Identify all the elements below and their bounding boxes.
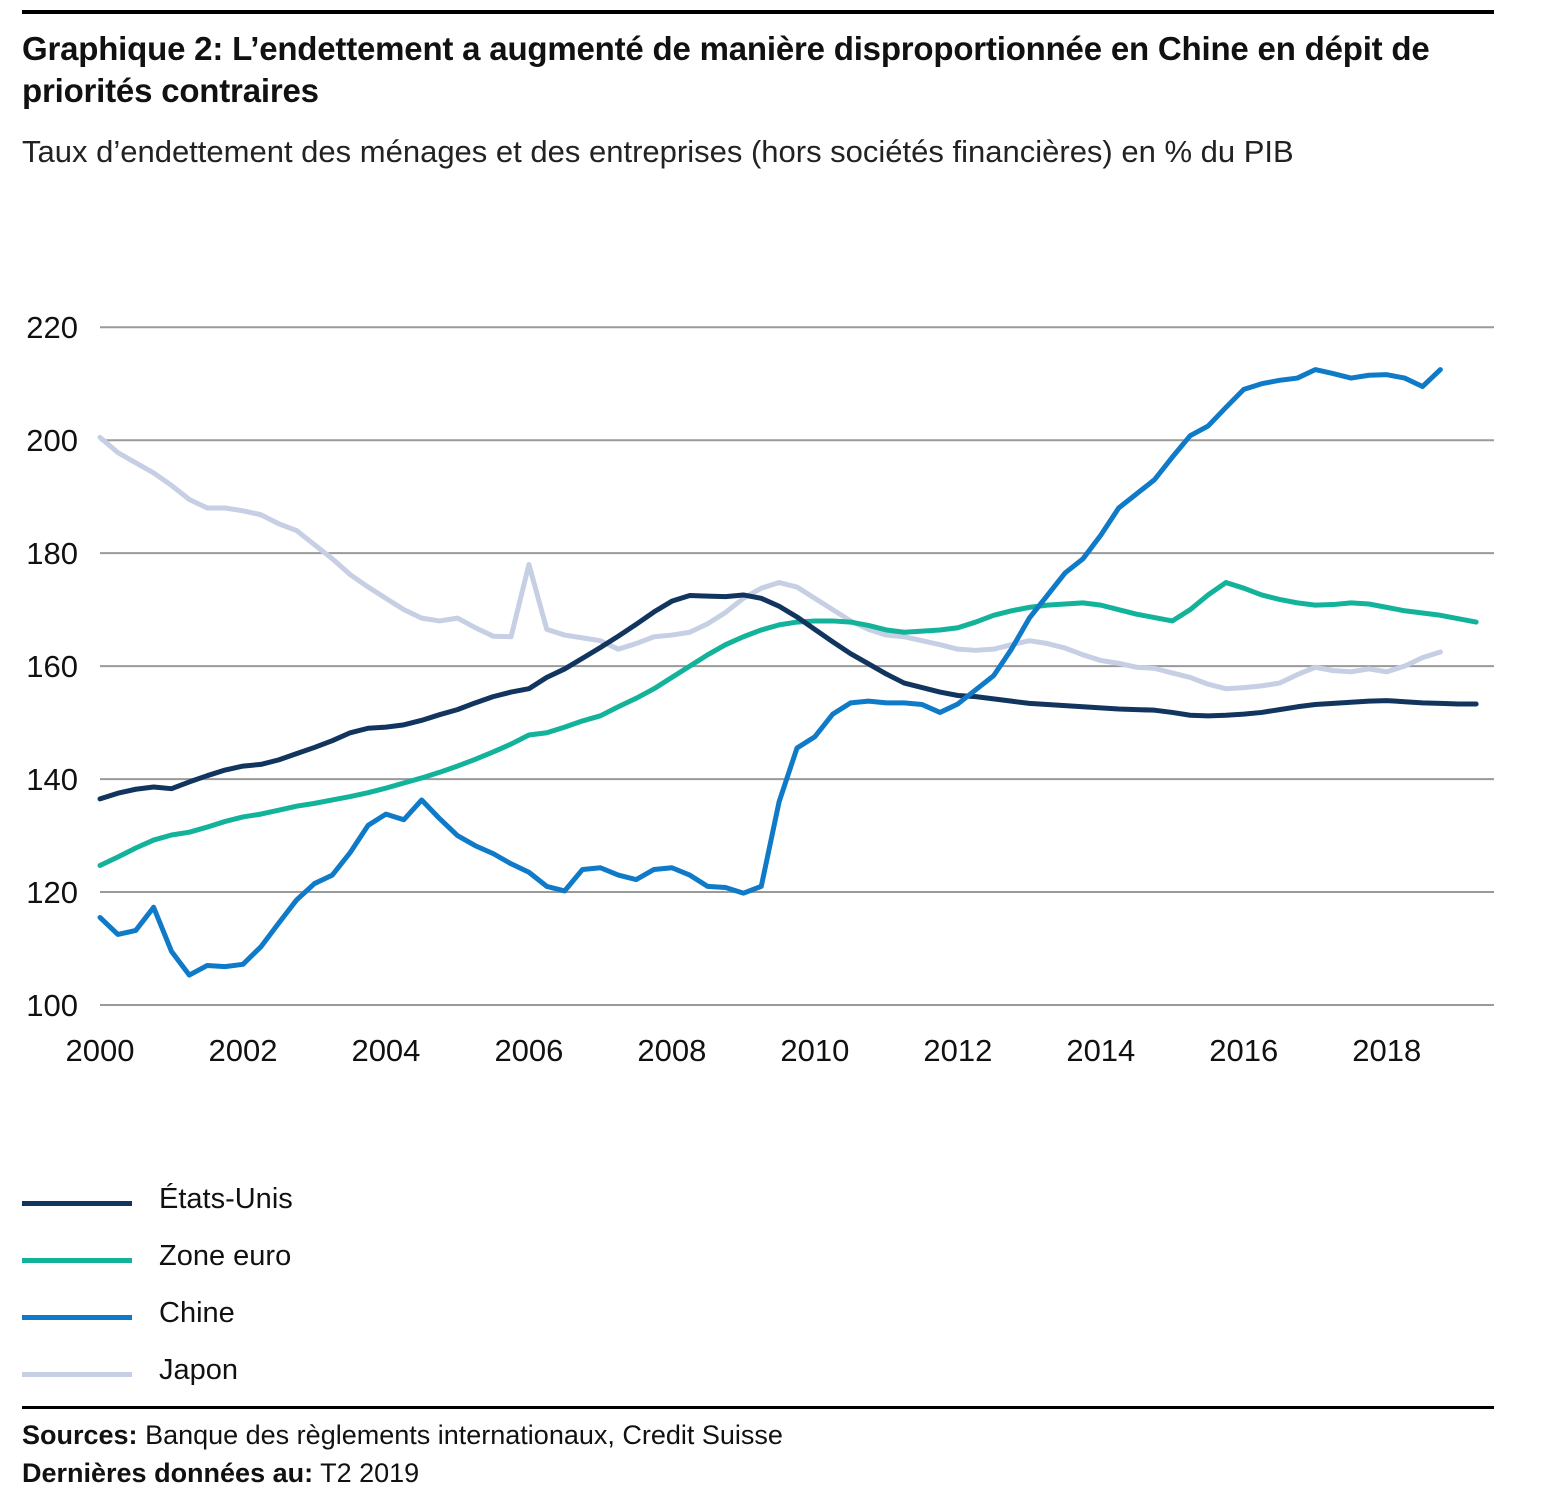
y-axis-tick-label: 220 bbox=[26, 310, 78, 346]
last-data-value: T2 2019 bbox=[320, 1458, 420, 1488]
y-axis-tick-label: 140 bbox=[26, 762, 78, 798]
legend-swatch-eurozone bbox=[22, 1258, 132, 1263]
page-title: Graphique 2: L’endettement a augmenté de manière disproportionnée en Chine en dépit de priorités contraires bbox=[22, 30, 1430, 110]
y-axis-tick-label: 120 bbox=[26, 875, 78, 911]
last-data-label: Dernières données au: bbox=[22, 1458, 314, 1488]
legend-swatch-japan bbox=[22, 1372, 132, 1377]
legend-label-eurozone: Zone euro bbox=[159, 1240, 292, 1272]
y-axis-tick-label: 180 bbox=[26, 536, 78, 572]
legend-item-china bbox=[22, 1289, 722, 1346]
x-axis-tick-label: 2008 bbox=[637, 1033, 707, 1068]
x-axis-tick-label: 2014 bbox=[1066, 1033, 1136, 1068]
top-divider bbox=[22, 10, 1494, 14]
x-axis-tick-label: 2006 bbox=[494, 1033, 564, 1068]
last-data-line bbox=[22, 1458, 419, 1489]
legend-label-us: États-Unis bbox=[159, 1183, 293, 1215]
x-axis-tick-label: 2010 bbox=[780, 1033, 850, 1068]
legend-swatch-china bbox=[22, 1315, 132, 1320]
series-line bbox=[100, 583, 1476, 866]
sources-label: Sources: bbox=[22, 1420, 138, 1450]
legend-label-japan: Japon bbox=[159, 1354, 239, 1386]
x-axis-tick-label: 2000 bbox=[65, 1033, 135, 1068]
series-line bbox=[100, 370, 1440, 975]
chart-plot-area bbox=[0, 265, 1546, 1145]
y-axis-tick-label: 160 bbox=[26, 649, 78, 685]
legend-item-japan bbox=[22, 1346, 722, 1403]
legend-item-eurozone bbox=[22, 1232, 722, 1289]
chart-subtitle: Taux d’endettement des ménages et des entreprises (hors sociétés financières) en % du PIB bbox=[22, 134, 1294, 169]
line-chart-svg bbox=[0, 265, 1546, 1145]
x-axis-tick-label: 2002 bbox=[208, 1033, 278, 1068]
bottom-divider bbox=[22, 1406, 1494, 1409]
y-axis-tick-label: 200 bbox=[26, 423, 78, 459]
sources-line bbox=[22, 1420, 783, 1451]
legend-item-us bbox=[22, 1175, 722, 1232]
x-axis-tick-label: 2004 bbox=[351, 1033, 421, 1068]
x-axis-tick-label: 2018 bbox=[1352, 1033, 1422, 1068]
chart-legend bbox=[22, 1175, 722, 1403]
x-axis-tick-label: 2012 bbox=[923, 1033, 993, 1068]
y-axis-tick-label: 100 bbox=[26, 988, 78, 1023]
sources-value: Banque des règlements internationaux, Credit Suisse bbox=[145, 1420, 783, 1450]
legend-label-china: Chine bbox=[159, 1297, 235, 1329]
legend-swatch-us bbox=[22, 1201, 132, 1206]
x-axis-tick-label: 2016 bbox=[1209, 1033, 1279, 1068]
series-line bbox=[100, 437, 1440, 688]
